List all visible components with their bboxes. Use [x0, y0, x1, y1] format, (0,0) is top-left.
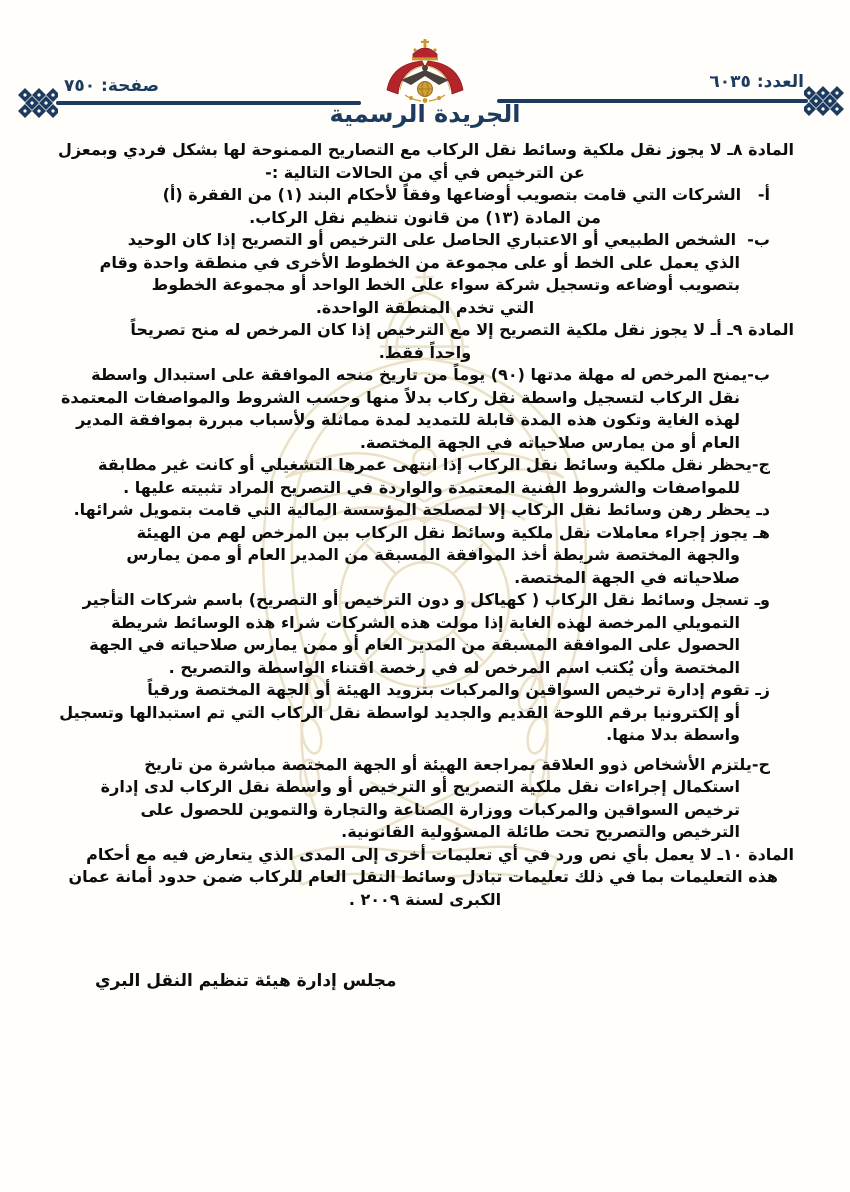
text-line: المختصة وأن يُكتب اسم المرخص له في رخصة اقتناء الواسطة والتصريح . [168, 657, 740, 677]
text-line: أو إلكترونيا برقم اللوحة القديم والجديد لواسطة نقل الركاب التي تم استبدالها وتسجيل [59, 702, 740, 722]
text-line: وـ تسجل وسائط نقل الركاب ( كهياكل و دون الترخيص أو التصريح) باسم شركات التأجير [82, 590, 770, 609]
text-line: دـ يحظر رهن وسائط نقل الركاب إلا لمصلحة المؤسسة المالية التي قامت بتمويل شرائها. [73, 500, 770, 519]
text-line: ب-يمنح المرخص له مهلة مدتها (٩٠) يوماً من تاريخ منحه الموافقة على استبدال واسطة [91, 365, 770, 384]
text-line: نقل الركاب لتسجيل واسطة نقل ركاب بدلاً منها وحسب الشروط والمواصفات المعتمدة [60, 387, 740, 407]
text-line: التمويلي المرخصة لهذه الغاية إذا مولت هذه الشركات شراء هذه الوسائط شريطة [111, 612, 740, 632]
gazette-title: الجريدة الرسمية [329, 100, 521, 128]
text-line: الحصول على الموافقة المسبقة من المدير العام أو ممن يمارس صلاحياته في الجهة [89, 635, 740, 654]
text-line: أ- الشركات التي قامت بتصويب أوضاعها وفقاً لأحكام البند (١) من الفقرة (أ) [162, 185, 770, 204]
issue-number-label: العدد: ٦٠٣٥ [709, 72, 804, 92]
text-line: عن الترخيص في أي من الحالات التالية :- [265, 162, 585, 182]
text-line: لهذه الغاية وتكون هذه المدة قابلة للتمديد لمدة مماثلة ولأسباب مبررة بموافقة المدير [76, 410, 740, 429]
text-line: استكمال إجراءات نقل ملكية التصريح أو الترخيص أو واسطة نقل الركاب لدى إدارة [100, 777, 740, 796]
text-line: الترخيص والتصريح تحت طائلة المسؤولية القانونية. [341, 822, 740, 841]
text-line: المادة ٨ـ لا يجوز نقل ملكية وسائط نقل الركاب مع التصاريح الممنوحة لها بشكل فردي وبمعزل [57, 140, 794, 159]
text-line: ج-يحظر نقل ملكية وسائط نقل الركاب إذا انتهى عمرها التشغيلي أو كانت غير مطابقة [98, 455, 770, 474]
page-number-label: صفحة: ٧٥٠ [64, 76, 160, 96]
text-line: التي تخدم المنطقة الواحدة. [315, 297, 535, 317]
text-line: ب- الشخص الطبيعي أو الاعتباري الحاصل على الترخيص أو التصريح إذا كان الوحيد [127, 230, 770, 249]
text-line: ح-يلتزم الأشخاص ذوو العلاقة بمراجعة الهيئة أو الجهة المختصة مباشرة من تاريخ [144, 754, 770, 774]
text-line: ترخيص السواقين والمركبات ووزارة الصناعة والتجارة والتموين للحصول على [140, 799, 740, 819]
document-body [56, 139, 794, 911]
text-line: للمواصفات والشروط الفنية المعتمدة والواردة في التصريح المراد تثبيته عليها . [123, 477, 740, 497]
text-line: العام أو من يمارس صلاحياته في الجهة المختصة. [359, 432, 740, 452]
text-line: والجهة المختصة شريطة أخذ الموافقة المسبقة من المدير العام أو ممن يمارس [126, 545, 740, 564]
text-line: بتصويب أوضاعه وتسجيل شركة سواء على الخط الواحد أو مجموعة الخطوط [151, 275, 740, 294]
text-line: المادة ١٠ـ لا يعمل بأي نص ورد في أي تعليمات أخرى إلى المدى الذي يتعارض فيه مع أحكام [86, 844, 794, 864]
text-line: الذي يعمل على الخط أو على مجموعة من الخطوط الأخرى في منطقة واحدة وقام [99, 252, 740, 272]
text-line: الكبرى لسنة ٢٠٠٩ . [348, 889, 502, 909]
text-line: هذه التعليمات بما في ذلك تعليمات تبادل وسائط النقل العام للركاب ضمن حدود أمانة عمان [68, 867, 778, 886]
signature-line: مجلس إدارة هيئة تنظيم النقل البري [95, 971, 397, 991]
text-line: واسطة بدلا منها. [606, 725, 740, 744]
text-line: زـ تقوم إدارة ترخيص السواقين والمركبات بتزويد الهيئة أو الجهة المختصة ورقياً [147, 680, 770, 699]
jordan-coat-of-arms-icon [371, 38, 479, 106]
text-line: واحداً فقط. [378, 342, 472, 362]
text-line: صلاحياته في الجهة المختصة. [514, 567, 740, 587]
text-line: المادة ٩ـ أـ لا يجوز نقل ملكية التصريح إلا مع الترخيص إذا كان المرخص له منح تصريحاً [130, 320, 794, 339]
text-line: هـ يجوز إجراء معاملات نقل ملكية وسائط نقل الركاب بين المرخص لهم من الهيئة [136, 522, 770, 542]
text-line: من المادة (١٣) من قانون تنظيم نقل الركاب. [249, 207, 601, 227]
